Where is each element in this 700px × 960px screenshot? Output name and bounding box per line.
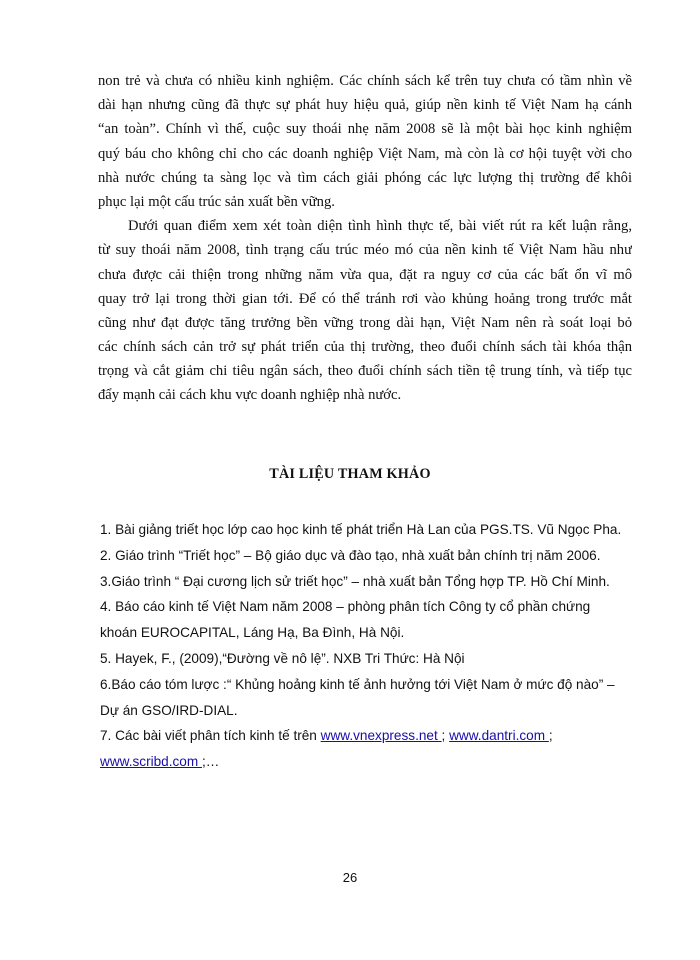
paragraph-1-line-3: “an toàn”. Chính vì thế, cuộc suy thoái nhẹ năm 2008 sẽ là một bài học kinh nghiệm (98, 121, 632, 138)
paragraph-2-line-1: Dưới quan điểm xem xét toàn diện tình hình thực tế, bài viết rút ra kết luận rằng, (128, 218, 632, 235)
references-list (100, 517, 640, 775)
paragraph-1-line-5: nhà nước chúng ta sàng lọc và tìm cách giải phóng các lực lượng thị trường để khôi (98, 169, 632, 186)
reference-7-separator-2: ; (548, 728, 553, 744)
reference-6-line-1: 6.Báo cáo tóm lược :“ Khủng hoảng kinh tế ảnh hưởng tới Việt Nam ở mức độ nào” – (100, 676, 615, 692)
reference-3: 3.Giáo trình “ Đại cương lịch sử triết học” – nhà xuất bản Tổng hợp TP. Hồ Chí Minh. (100, 573, 610, 589)
reference-6-line-2: Dự án GSO/IRD-DIAL. (100, 702, 238, 718)
paragraph-2-line-8: đẩy mạnh cải cách khu vực doanh nghiệp nhà nước. (98, 387, 402, 404)
reference-2: 2. Giáo trình “Triết học” – Bộ giáo dục và đào tạo, nhà xuất bản chính trị năm 2006. (100, 547, 601, 563)
reference-4-line-2: khoán EUROCAPITAL, Láng Hạ, Ba Đình, Hà Nội. (100, 625, 405, 641)
paragraph-1-line-2: dài hạn nhưng cũng đã thực sự phát huy hiệu quả, giúp nền kinh tế Việt Nam hạ cánh (98, 97, 632, 114)
paragraph-2-line-5: cũng như đạt được tăng trưởng bền vững trong dài hạn, Việt Nam nên rà soát loại bỏ (98, 314, 632, 331)
paragraph-2-line-4: quay trở lại trong thời gian tới. Để có thể tránh rơi vào khủng hoảng trong trước mắt (98, 290, 632, 307)
link-dantri[interactable]: www.dantri.com (449, 728, 549, 744)
reference-1: 1. Bài giảng triết học lớp cao học kinh tế phát triển Hà Lan của PGS.TS. Vũ Ngọc Pha. (100, 522, 622, 537)
paragraph-1-line-4: quý báu cho không chỉ cho các doanh nghiệp Việt Nam, mà còn là cơ hội tuyệt vời cho (98, 145, 632, 162)
body-text (98, 69, 632, 408)
paragraph-2-line-6: các chính sách cản trở sự phát triển của thị trường, theo đuổi chính sách tài khóa thận (98, 339, 632, 356)
reference-7-line-2 (100, 749, 640, 775)
reference-7-suffix: ;… (201, 754, 220, 770)
reference-5: 5. Hayek, F., (2009),“Đường về nô lệ”. NXB Tri Thức: Hà Nội (100, 650, 465, 666)
link-vnexpress[interactable]: www.vnexpress.net (320, 728, 442, 744)
reference-7-separator-1: ; (441, 728, 450, 744)
reference-7-prefix: 7. Các bài viết phân tích kinh tế trên (100, 728, 321, 744)
paragraph-2-line-7: trọng và cắt giảm chi tiêu ngân sách, theo đuổi chính sách tiền tệ trung tính, và tiếp tục (98, 363, 632, 380)
reference-4-line-1: 4. Báo cáo kinh tế Việt Nam năm 2008 – phòng phân tích Công ty cổ phần chứng (100, 599, 591, 615)
references-heading: TÀI LIỆU THAM KHẢO (269, 466, 431, 482)
reference-7-line-1 (100, 723, 640, 749)
paragraph-2-line-2: từ suy thoái năm 2008, tình trạng cấu trúc méo mó của nền kinh tế Việt Nam hầu như (98, 242, 632, 259)
page-number: 26 (342, 870, 358, 885)
paragraph-2-line-3: chưa được cải thiện trong những năm vừa qua, đặt ra nguy cơ của các bất ổn vĩ mô (98, 266, 632, 283)
paragraph-1-line-6: phục lại một cấu trúc sản xuất bền vững. (98, 193, 335, 210)
paragraph-1-line-1: non trẻ và chưa có nhiều kinh nghiệm. Các chính sách kể trên tuy chưa có tầm nhìn về (98, 73, 632, 89)
link-scribd[interactable]: www.scribd.com (100, 754, 202, 770)
